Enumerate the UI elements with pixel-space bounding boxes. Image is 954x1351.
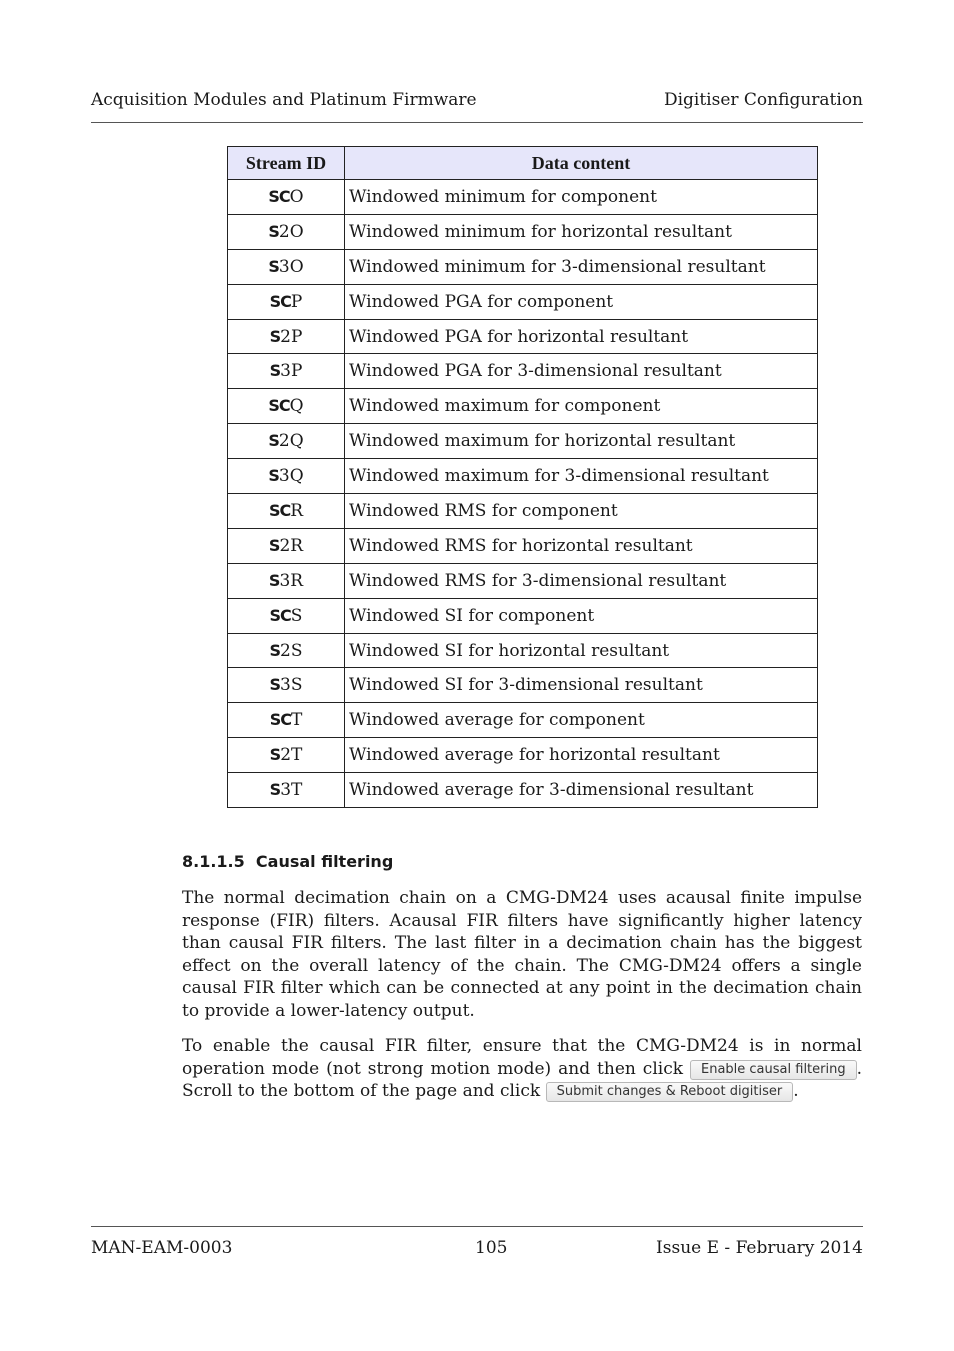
stream-id-suffix: R bbox=[290, 500, 304, 521]
stream-id-suffix: P bbox=[290, 291, 303, 312]
stream-id-prefix: S bbox=[268, 535, 280, 555]
table-row bbox=[228, 598, 818, 633]
table-body bbox=[228, 180, 818, 808]
header-title: Acquisition Modules and Platinum Firmware bbox=[91, 90, 477, 110]
section-heading bbox=[182, 852, 393, 871]
table-row bbox=[228, 633, 818, 668]
instruction-text-3: . bbox=[793, 1081, 799, 1101]
table-row bbox=[228, 494, 818, 529]
stream-id-suffix: S bbox=[290, 605, 303, 626]
paragraph-intro: The normal decimation chain on a CMG-DM24 uses acausal finite impulse response (FIR) filters. Acausal FIR filters have significantly higher latency than causal FIR filters. The last filter in a decimation chain has the biggest effect on the overall latency of the chain. The CMG-DM24 offers a single causal FIR filter which can be connected at any point in the decimation chain to provide a lower-latency output. bbox=[182, 888, 862, 1021]
table-row bbox=[228, 459, 818, 494]
stream-id-prefix: S bbox=[269, 745, 281, 765]
data-content-cell: Windowed minimum for horizontal resultant bbox=[345, 214, 818, 249]
stream-id-prefix: SC bbox=[268, 186, 290, 206]
footer-page-number: 105 bbox=[475, 1238, 508, 1258]
stream-id-cell bbox=[228, 773, 345, 808]
stream-id-cell bbox=[228, 284, 345, 319]
table-row bbox=[228, 214, 818, 249]
stream-id-cell bbox=[228, 494, 345, 529]
stream-id-suffix: 2P bbox=[280, 326, 303, 347]
data-content-cell: Windowed SI for 3-dimensional resultant bbox=[345, 668, 818, 703]
stream-id-suffix: T bbox=[290, 710, 303, 731]
stream-id-suffix: 3R bbox=[279, 570, 304, 591]
data-content-cell: Windowed average for horizontal resultant bbox=[345, 738, 818, 773]
paragraph-instructions bbox=[182, 1035, 862, 1103]
table-row bbox=[228, 703, 818, 738]
data-content-cell: Windowed minimum for component bbox=[345, 180, 818, 215]
stream-id-prefix: S bbox=[268, 221, 279, 241]
stream-id-prefix: S bbox=[268, 570, 280, 590]
page-footer bbox=[91, 1226, 863, 1261]
data-content-cell: Windowed RMS for 3-dimensional resultant bbox=[345, 563, 818, 598]
stream-id-prefix: SC bbox=[268, 396, 290, 416]
stream-id-cell bbox=[228, 249, 345, 284]
stream-id-cell bbox=[228, 563, 345, 598]
stream-id-cell bbox=[228, 214, 345, 249]
stream-id-cell bbox=[228, 633, 345, 668]
stream-id-prefix: S bbox=[269, 675, 281, 695]
table-row bbox=[228, 668, 818, 703]
stream-id-suffix: 2T bbox=[280, 745, 303, 766]
stream-id-suffix: 3S bbox=[280, 675, 303, 696]
data-content-cell: Windowed SI for component bbox=[345, 598, 818, 633]
stream-id-cell bbox=[228, 738, 345, 773]
stream-id-suffix: 2Q bbox=[278, 431, 304, 452]
data-content-cell: Windowed minimum for 3-dimensional resultant bbox=[345, 249, 818, 284]
data-content-cell: Windowed maximum for 3-dimensional resultant bbox=[345, 459, 818, 494]
stream-id-prefix: S bbox=[268, 431, 279, 451]
table-row bbox=[228, 249, 818, 284]
table-row bbox=[228, 284, 818, 319]
stream-id-table bbox=[227, 146, 818, 808]
table-row bbox=[228, 354, 818, 389]
stream-id-cell bbox=[228, 354, 345, 389]
stream-id-prefix: S bbox=[268, 256, 279, 276]
stream-id-suffix: 3P bbox=[280, 361, 303, 382]
stream-id-cell bbox=[228, 528, 345, 563]
column-header-data-content: Data content bbox=[345, 147, 818, 180]
table-row bbox=[228, 738, 818, 773]
data-content-cell: Windowed average for 3-dimensional resultant bbox=[345, 773, 818, 808]
data-content-cell: Windowed PGA for 3-dimensional resultant bbox=[345, 354, 818, 389]
table-row bbox=[228, 424, 818, 459]
stream-id-cell bbox=[228, 319, 345, 354]
stream-id-cell bbox=[228, 459, 345, 494]
instruction-text-1: To enable the causal FIR filter, ensure that the CMG-DM24 is in normal operation mode (not strong motion mode) and then click bbox=[182, 1036, 862, 1079]
stream-id-prefix: S bbox=[269, 640, 281, 660]
stream-id-prefix: SC bbox=[269, 710, 291, 730]
submit-reboot-button[interactable]: Submit changes & Reboot digitiser bbox=[546, 1082, 794, 1102]
stream-id-cell bbox=[228, 668, 345, 703]
data-content-cell: Windowed RMS for component bbox=[345, 494, 818, 529]
section-number: 8.1.1.5 bbox=[182, 852, 245, 871]
footer-doc-id: MAN-EAM-0003 bbox=[91, 1238, 233, 1258]
data-content-cell: Windowed SI for horizontal resultant bbox=[345, 633, 818, 668]
stream-id-cell bbox=[228, 424, 345, 459]
stream-id-prefix: S bbox=[268, 466, 279, 486]
column-header-stream-id: Stream ID bbox=[228, 147, 345, 180]
stream-id-suffix: 3Q bbox=[278, 466, 304, 487]
stream-id-suffix: 2O bbox=[278, 221, 304, 242]
enable-causal-filtering-button[interactable]: Enable causal filtering bbox=[690, 1060, 857, 1080]
instruction-text-2: . Scroll to the bottom of the page and click bbox=[182, 1058, 862, 1101]
data-content-cell: Windowed RMS for horizontal resultant bbox=[345, 528, 818, 563]
stream-id-prefix: SC bbox=[268, 500, 291, 520]
table-row bbox=[228, 773, 818, 808]
data-content-cell: Windowed maximum for component bbox=[345, 389, 818, 424]
table-row bbox=[228, 563, 818, 598]
table-header-row bbox=[228, 147, 818, 180]
stream-id-suffix: 2R bbox=[279, 535, 304, 556]
stream-id-prefix: S bbox=[269, 361, 281, 381]
page-header bbox=[91, 90, 863, 123]
stream-id-suffix: 2S bbox=[280, 640, 303, 661]
stream-id-prefix: S bbox=[269, 780, 281, 800]
footer-issue: Issue E - February 2014 bbox=[656, 1238, 863, 1258]
data-content-cell: Windowed PGA for component bbox=[345, 284, 818, 319]
stream-id-suffix: O bbox=[289, 186, 304, 207]
stream-id-cell bbox=[228, 703, 345, 738]
stream-id-suffix: 3T bbox=[280, 780, 303, 801]
data-content-cell: Windowed maximum for horizontal resultant bbox=[345, 424, 818, 459]
stream-id-suffix: 3O bbox=[278, 256, 304, 277]
stream-id-cell bbox=[228, 389, 345, 424]
stream-id-cell bbox=[228, 180, 345, 215]
stream-id-suffix: Q bbox=[289, 396, 304, 417]
table-row bbox=[228, 528, 818, 563]
section-title: Causal filtering bbox=[255, 852, 394, 871]
stream-id-prefix: S bbox=[269, 326, 281, 346]
header-section: Digitiser Configuration bbox=[663, 90, 863, 110]
stream-id-prefix: SC bbox=[269, 605, 291, 625]
stream-id-prefix: SC bbox=[269, 291, 291, 311]
data-content-cell: Windowed average for component bbox=[345, 703, 818, 738]
stream-id-cell bbox=[228, 598, 345, 633]
table-row bbox=[228, 180, 818, 215]
data-content-cell: Windowed PGA for horizontal resultant bbox=[345, 319, 818, 354]
table-row bbox=[228, 319, 818, 354]
table-row bbox=[228, 389, 818, 424]
